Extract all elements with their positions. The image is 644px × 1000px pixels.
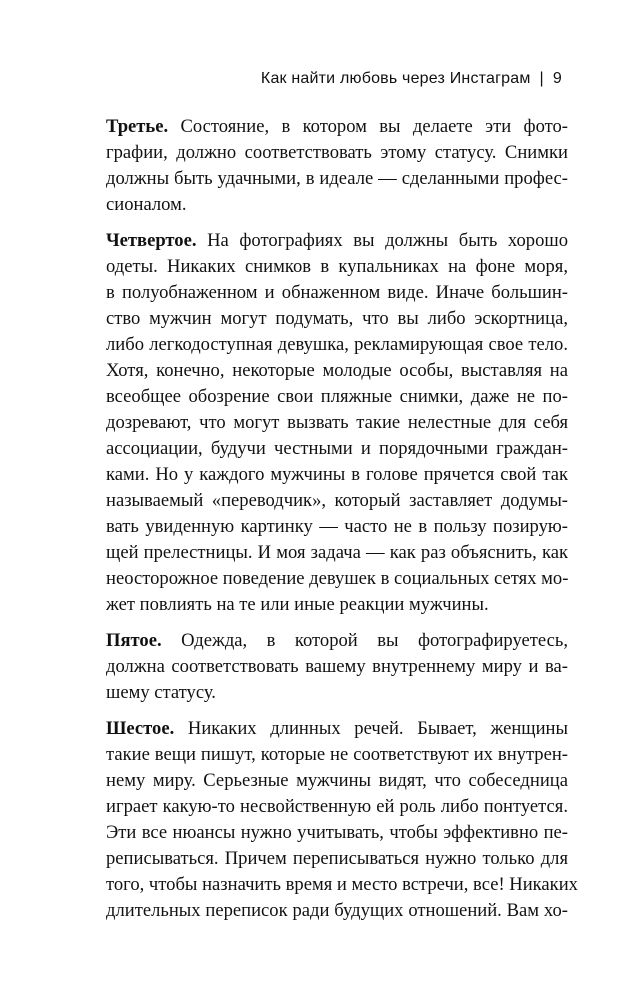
text-line: играет какую-то несвойственную ей роль либо понтуется. xyxy=(106,796,568,817)
text-line: называемый «переводчик», который заставляет додумы- xyxy=(106,490,568,511)
text-line: того, чтобы назначить время и место встречи, все! Никаких xyxy=(106,874,578,895)
text-line: нему миру. Серьезные мужчины видят, что собеседница xyxy=(106,770,568,791)
text-line: либо легкодоступная девушка, рекламирующая свое тело. xyxy=(106,334,568,355)
text-line: такие вещи пишут, которые не соответствуют их внутрен- xyxy=(106,744,568,765)
paragraph-lead: Шестое. xyxy=(106,718,175,739)
text-line: реписываться. Причем переписываться нужно только для xyxy=(106,848,568,869)
text-line: одеты. Никаких снимков в купальниках на фоне моря, xyxy=(106,256,568,277)
paragraph-sixth xyxy=(76,716,578,924)
text-line: Шестое. Никаких длинных речей. Бывает, женщины xyxy=(106,718,568,739)
paragraph-lead: Пятое. xyxy=(106,630,162,651)
paragraph-lead: Четвертое. xyxy=(106,230,197,251)
text-line: ство мужчин могут подумать, что вы либо эскортница, xyxy=(106,308,568,329)
book-title: Как найти любовь через Инстаграм xyxy=(260,70,531,87)
text-line: должна соответствовать вашему внутреннему миру и ва- xyxy=(106,656,568,677)
text-line: всеобщее обозрение свои пляжные снимки, даже не по- xyxy=(106,386,568,407)
text-line: графии, должно соответствовать этому статусу. Снимки xyxy=(106,142,568,163)
text-line: щей прелестницы. И моя задача — как раз объяснить, как xyxy=(106,542,568,563)
text-line: шему статусу. xyxy=(106,682,216,703)
paragraph-third xyxy=(76,114,568,218)
page-number: 9 xyxy=(552,70,562,87)
running-header xyxy=(76,70,562,88)
text-line: Четвертое. На фотографиях вы должны быть хорошо xyxy=(106,230,568,251)
paragraph-lead: Третье. xyxy=(106,116,169,137)
text-line: дозревают, что могут вызвать такие нелестные для себя xyxy=(106,412,568,433)
paragraph-fourth xyxy=(76,228,568,618)
text-line: сионалом. xyxy=(106,194,187,215)
text-line: Эти все нюансы нужно учитывать, чтобы эффективно пе- xyxy=(106,822,568,843)
text-line: Пятое. Одежда, в которой вы фотографируетесь, xyxy=(106,630,568,651)
text-line: ассоциации, будучи честными и порядочными граждан- xyxy=(106,438,568,459)
text-line: жет повлиять на те или иные реакции мужчины. xyxy=(106,594,489,615)
text-line: неосторожное поведение девушек в социальных сетях мо- xyxy=(106,568,569,589)
text-line: Хотя, конечно, некоторые молодые особы, выставляя на xyxy=(106,360,568,381)
text-line: длительных переписок ради будущих отношений. Вам хо- xyxy=(106,900,568,921)
paragraph-fifth xyxy=(76,628,568,706)
text-line: в полуобнаженном и обнаженном виде. Иначе большин- xyxy=(106,282,568,303)
text-line: ками. Но у каждого мужчины в голове прячется свой так xyxy=(106,464,568,485)
text-line: Третье. Состояние, в котором вы делаете эти фото- xyxy=(106,116,568,137)
header-separator: | xyxy=(539,70,544,87)
body-text xyxy=(76,114,578,934)
text-line: должны быть удачными, в идеале — сделанными профес- xyxy=(106,168,568,189)
text-line: вать увиденную картинку — часто не в пользу позирую- xyxy=(106,516,568,537)
